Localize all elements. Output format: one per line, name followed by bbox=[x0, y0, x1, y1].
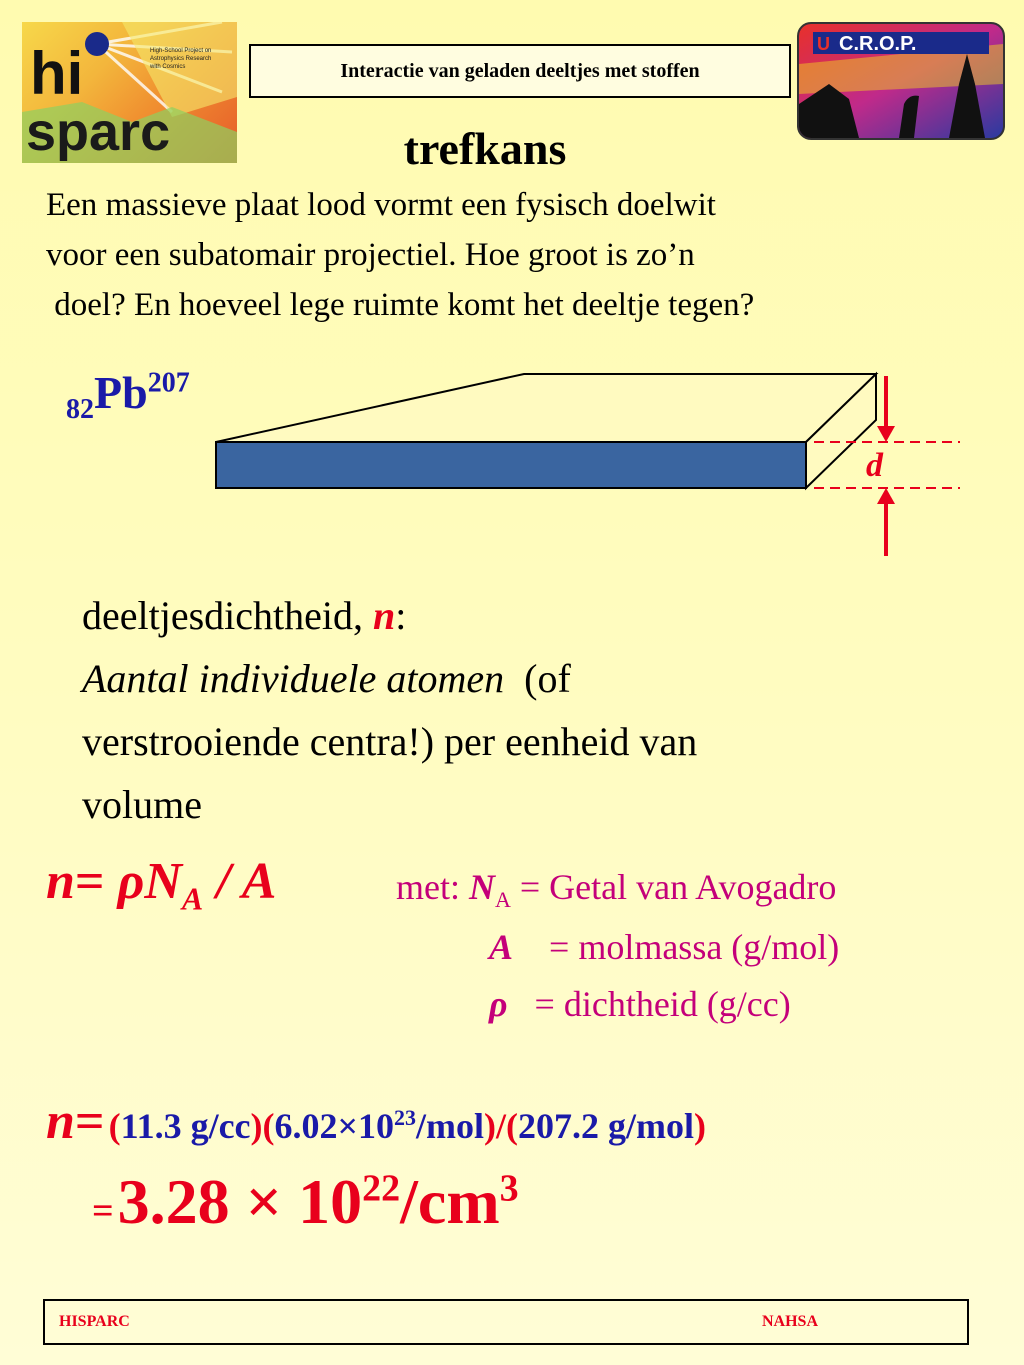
atomic-number: 82 bbox=[66, 394, 94, 426]
footer-left-label: HISPARC bbox=[59, 1313, 130, 1330]
definition-rho-symbol: ρ bbox=[489, 984, 508, 1024]
result-mantissa: 3.28 × 10 bbox=[117, 1166, 363, 1237]
thickness-bottom-arrow bbox=[877, 488, 895, 556]
intro-line-3: doel? En hoeveel lege ruimte komt het deeltje tegen? bbox=[46, 287, 755, 323]
density-line-3: verstrooiende centra!) per eenheid van bbox=[82, 719, 698, 764]
definition-na-sub: A bbox=[494, 887, 511, 913]
density-term: deeltjesdichtheid, bbox=[82, 593, 364, 638]
formula-N: N bbox=[144, 853, 182, 910]
svg-text:with Cosmics: with Cosmics bbox=[150, 64, 186, 70]
header-title: Interactie van geladen deeltjes met stoffen bbox=[340, 59, 700, 82]
definition-a-symbol: A bbox=[489, 927, 514, 967]
density-line-4: volume bbox=[82, 782, 202, 827]
svg-text:High-School Project on: High-School Project on bbox=[150, 48, 212, 54]
svg-text:sparc: sparc bbox=[26, 102, 171, 162]
thickness-label: d bbox=[866, 447, 883, 484]
result-equals: = bbox=[92, 1190, 114, 1232]
formula-slash: / bbox=[216, 853, 231, 910]
density-line-2-rest: (of bbox=[524, 656, 571, 701]
result-unit: /cm bbox=[400, 1166, 500, 1237]
density-variable: n bbox=[373, 593, 396, 638]
formula-equals: = bbox=[74, 853, 105, 910]
plate-top-face bbox=[216, 374, 876, 442]
definition-prefix: met: bbox=[396, 867, 460, 907]
svg-text:hi: hi bbox=[30, 40, 84, 107]
footer-right-label: NAHSA bbox=[762, 1313, 819, 1330]
svg-text:Astrophysics Research: Astrophysics Research bbox=[150, 56, 212, 62]
calc-avogadro-unit: /mol bbox=[416, 1106, 485, 1146]
density-line-2 bbox=[82, 647, 982, 710]
plate-front-face bbox=[216, 442, 806, 488]
calc-paren-1: ( bbox=[108, 1106, 121, 1146]
density-italic-phrase: Aantal individuele atomen bbox=[82, 656, 505, 701]
calc-molar-mass-value: 207.2 g/mol bbox=[518, 1106, 695, 1146]
svg-text:U: U bbox=[817, 34, 830, 54]
result-exponent: 22 bbox=[362, 1167, 401, 1210]
definition-na-text: = Getal van Avogadro bbox=[519, 867, 837, 907]
intro-line-1: Een massieve plaat lood vormt een fysisch doelwit bbox=[46, 187, 716, 223]
formula-rho: ρ bbox=[117, 853, 145, 910]
calc-n: n bbox=[46, 1093, 75, 1150]
calculation bbox=[46, 1092, 706, 1151]
definition-molar-mass bbox=[489, 926, 839, 968]
element-name: Pb bbox=[94, 367, 148, 418]
slide-title: trefkans bbox=[403, 123, 567, 174]
density-description bbox=[82, 584, 982, 836]
calc-equals: = bbox=[74, 1093, 105, 1150]
calc-paren-3: )/( bbox=[484, 1106, 519, 1146]
definition-avogadro bbox=[396, 866, 836, 913]
result-unit-exponent: 3 bbox=[499, 1167, 519, 1210]
result bbox=[92, 1165, 519, 1239]
formula-A: A bbox=[241, 853, 277, 910]
definition-rho-text: = dichtheid (g/cc) bbox=[534, 984, 791, 1024]
density-line-1 bbox=[82, 584, 982, 647]
density-formula bbox=[46, 852, 276, 917]
footer-bar bbox=[43, 1299, 969, 1345]
calc-density-value: 11.3 g/cc bbox=[120, 1106, 251, 1146]
formula-N-subscript: A bbox=[181, 880, 204, 917]
calc-paren-4: ) bbox=[694, 1106, 707, 1146]
mass-number: 207 bbox=[147, 367, 190, 399]
intro-line-2: voor een subatomair projectiel. Hoe groot is zo’n bbox=[46, 237, 695, 273]
definition-density bbox=[489, 983, 791, 1025]
thickness-top-arrow bbox=[877, 376, 895, 442]
calc-paren-2: )( bbox=[250, 1106, 275, 1146]
definition-a-text: = molmassa (g/mol) bbox=[549, 927, 840, 967]
formula-n: n bbox=[46, 853, 75, 910]
lead-plate-diagram bbox=[200, 360, 980, 570]
calc-avogadro-value: 6.02×10 bbox=[274, 1106, 395, 1146]
element-symbol bbox=[66, 366, 190, 426]
crop-logo-text: C.R.O.P. bbox=[839, 33, 917, 55]
intro-text bbox=[46, 180, 1021, 330]
header-title-box bbox=[249, 44, 791, 98]
density-colon: : bbox=[395, 593, 407, 638]
definition-na-symbol: N bbox=[468, 867, 495, 907]
calc-avogadro-exponent: 23 bbox=[394, 1105, 417, 1130]
